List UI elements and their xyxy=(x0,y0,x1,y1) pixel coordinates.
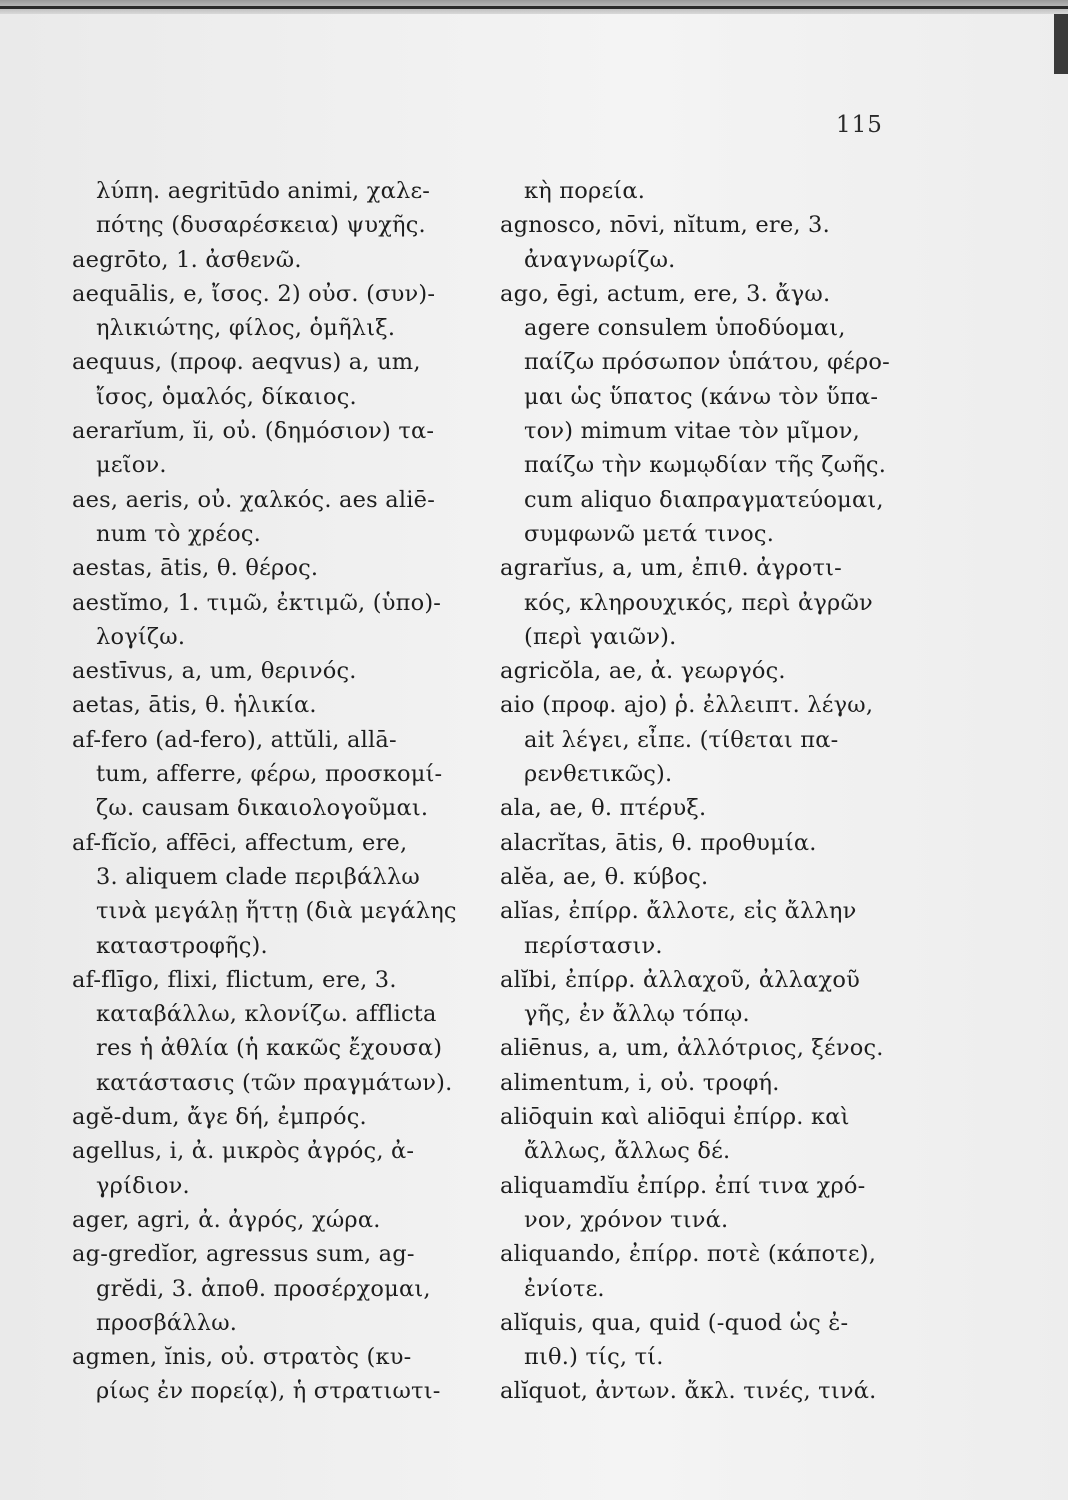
dictionary-line: τον) mimum vitae τὸν μῖμον, xyxy=(524,418,860,445)
dictionary-line: aliquando, ἐπίρρ. ποτὲ (κάποτε), xyxy=(500,1241,877,1268)
dictionary-line: cum aliquo διαπραγματεύομαι, xyxy=(524,486,884,513)
right-column xyxy=(500,174,900,1409)
dictionary-line: ζω. causam δικαιολογοῦμαι. xyxy=(96,795,429,822)
dictionary-line: λογίζω. xyxy=(96,623,186,650)
dictionary-line: μεῖον. xyxy=(96,452,167,479)
dictionary-line: προσβάλλω. xyxy=(96,1309,238,1336)
dictionary-line: ager, agri, ἀ. ἀγρός, χώρα. xyxy=(72,1206,381,1233)
left-column xyxy=(72,174,472,1409)
dictionary-line: af-fero (ad-fero), attŭli, allā- xyxy=(72,726,397,753)
dictionary-line: aestas, ātis, θ. θέρος. xyxy=(72,555,319,582)
dictionary-line: παίζω τὴν κωμῳδίαν τῆς ζωῆς. xyxy=(524,452,887,479)
dictionary-line: alĭas, ἐπίρρ. ἄλλοτε, εἰς ἄλλην xyxy=(500,898,857,925)
dictionary-line: res ἡ ἀθλία (ἡ κακῶς ἔχουσα) xyxy=(96,1035,443,1062)
dictionary-line: agrarĭus, a, um, ἐπιθ. ἀγροτι- xyxy=(500,555,842,582)
dictionary-line: af-flīgo, flixi, flictum, ere, 3. xyxy=(72,966,397,993)
dictionary-line: λύπη. aegritūdo animi, χαλε- xyxy=(96,178,431,204)
page-edge-shadow xyxy=(1054,14,1068,74)
scan-top-rule xyxy=(0,6,1068,9)
dictionary-line: alimentum, i, οὐ. τροφή. xyxy=(500,1069,780,1096)
dictionary-line: aetas, ātis, θ. ἡλικία. xyxy=(72,692,317,719)
dictionary-line: ago, ēgi, actum, ere, 3. ἄγω. xyxy=(500,280,831,307)
dictionary-line: (περὶ γαιῶν). xyxy=(524,623,677,650)
dictionary-line: aestĭmo, 1. τιμῶ, ἐκτιμῶ, (ὑπο)- xyxy=(72,589,442,616)
dictionary-line: ἐνίοτε. xyxy=(524,1275,605,1302)
dictionary-line: ἴσος, ὁμαλός, δίκαιος. xyxy=(96,383,357,410)
dictionary-line: πότης (δυσαρέσκεια) ψυχῆς. xyxy=(96,212,426,239)
dictionary-line: ἄλλως, ἄλλως δέ. xyxy=(524,1138,731,1165)
dictionary-line: aequālis, e, ἴσος. 2) οὐσ. (συν)- xyxy=(72,280,436,307)
dictionary-line: agnosco, nōvi, nĭtum, ere, 3. xyxy=(500,212,830,239)
dictionary-line: aliquamdĭu ἐπίρρ. ἐπί τινα χρό- xyxy=(500,1172,866,1199)
book-page xyxy=(0,14,1068,1500)
dictionary-line: alĭquot, ἀντων. ἄκλ. τινές, τινά. xyxy=(500,1378,877,1405)
dictionary-line: παίζω πρόσωπον ὑπάτου, φέρο- xyxy=(524,349,890,376)
dictionary-line: agellus, i, ἀ. μικρὸς ἀγρός, ἀ- xyxy=(72,1138,415,1165)
dictionary-line: aestīvus, a, um, θερινός. xyxy=(72,658,357,685)
dictionary-line: κατάστασις (τῶν πραγμάτων). xyxy=(96,1069,453,1096)
dictionary-line: aio (προφ. ajo) ῥ. ἐλλειπτ. λέγω, xyxy=(500,692,874,719)
dictionary-line: πιθ.) τίς, τί. xyxy=(524,1344,664,1371)
dictionary-line: agricŏla, ae, ἀ. γεωργός. xyxy=(500,658,786,685)
dictionary-line: τινὰ μεγάλῃ ἥττῃ (διὰ μεγάλης xyxy=(96,898,457,925)
dictionary-line: agĕ-dum, ἄγε δή, ἐμπρός. xyxy=(72,1104,367,1131)
dictionary-line: ἀναγνωρίζω. xyxy=(524,246,676,273)
dictionary-line: aequus, (προφ. aeqvus) a, um, xyxy=(72,349,421,376)
dictionary-line: num τὸ χρέος. xyxy=(96,520,262,547)
dictionary-line: γῆς, ἐν ἄλλῳ τόπῳ. xyxy=(524,1001,750,1028)
dictionary-line: aes, aeris, οὐ. χαλκός. aes aliē- xyxy=(72,486,435,513)
dictionary-line: af-fĭcĭo, affēci, affectum, ere, xyxy=(72,829,408,856)
dictionary-line: grĕdi, 3. ἀποθ. προσέρχομαι, xyxy=(96,1275,431,1302)
dictionary-line: νον, χρόνον τινά. xyxy=(524,1206,729,1233)
dictionary-line: ρενθετικῶς). xyxy=(524,761,673,788)
dictionary-line: περίστασιν. xyxy=(524,932,663,959)
dictionary-line: ηλικιώτης, φίλος, ὁμῆλιξ. xyxy=(96,315,396,342)
dictionary-line: ρίως ἐν πορείᾳ), ἡ στρατιωτι- xyxy=(96,1378,441,1405)
dictionary-line: aliōquin καὶ aliōqui ἐπίρρ. καὶ xyxy=(500,1104,850,1131)
dictionary-line: ait λέγει, εἶπε. (τίθεται πα- xyxy=(524,726,839,753)
dictionary-line: ala, ae, θ. πτέρυξ. xyxy=(500,795,707,822)
dictionary-line: agmen, ĭnis, οὐ. στρατὸς (κυ- xyxy=(72,1344,412,1371)
dictionary-line: κὴ πορεία. xyxy=(524,178,646,204)
dictionary-line: συμφωνῶ μετά τινος. xyxy=(524,520,775,547)
dictionary-line: κός, κληρουχικός, περὶ ἀγρῶν xyxy=(524,589,873,616)
dictionary-line: καταβάλλω, κλονίζω. afflicta xyxy=(96,1001,437,1028)
dictionary-line: alĭbi, ἐπίρρ. ἀλλαχοῦ, ἀλλαχοῦ xyxy=(500,966,860,993)
dictionary-line: alĭquis, qua, quid (-quod ὡς ἐ- xyxy=(500,1309,849,1336)
dictionary-line: tum, afferre, φέρω, προσκομί- xyxy=(96,761,443,788)
dictionary-line: καταστροφῆς). xyxy=(96,932,268,959)
page-number: 115 xyxy=(836,112,883,138)
dictionary-line: μαι ὡς ὕπατος (κάνω τὸν ὕπα- xyxy=(524,383,879,410)
dictionary-line: aerarĭum, ĭi, οὐ. (δημόσιον) τα- xyxy=(72,418,435,445)
dictionary-line: aegrōto, 1. ἀσθενῶ. xyxy=(72,246,302,273)
dictionary-line: agere consulem ὑποδύομαι, xyxy=(524,315,846,342)
dictionary-line: aliēnus, a, um, ἀλλότριος, ξένος. xyxy=(500,1035,884,1062)
dictionary-line: γρίδιον. xyxy=(96,1172,190,1199)
dictionary-line: ag-gredĭor, agressus sum, ag- xyxy=(72,1241,415,1268)
dictionary-line: alacrĭtas, ātis, θ. προθυμία. xyxy=(500,829,817,856)
dictionary-line: 3. aliquem clade περιβάλλω xyxy=(96,863,420,890)
dictionary-line: alĕa, ae, θ. κύβος. xyxy=(500,863,709,890)
